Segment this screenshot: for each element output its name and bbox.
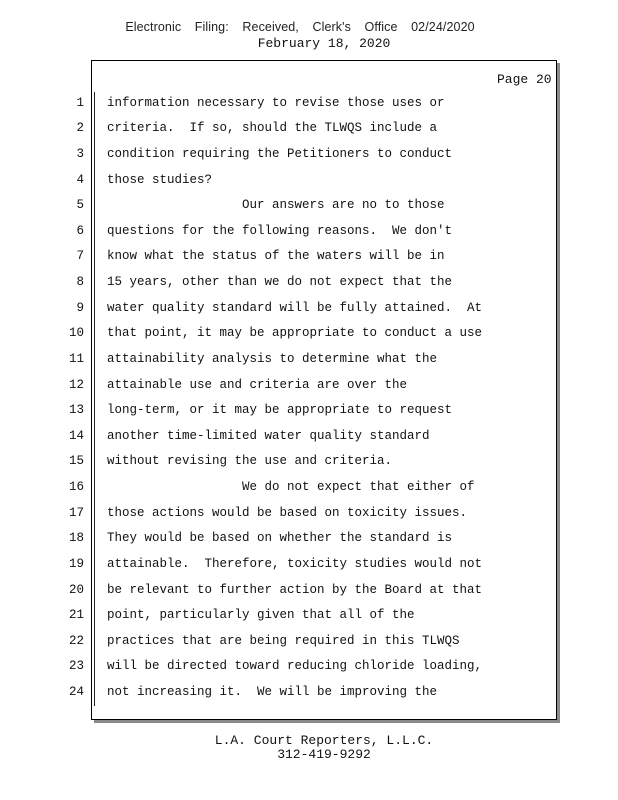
transcript-line: point, particularly given that all of the bbox=[107, 608, 415, 622]
line-number: 17 bbox=[68, 506, 84, 520]
line-number: 24 bbox=[68, 685, 84, 699]
line-number: 7 bbox=[76, 249, 84, 263]
reporter-phone: 312-419-9292 bbox=[277, 747, 371, 762]
margin-rule bbox=[94, 92, 95, 706]
line-number: 13 bbox=[68, 403, 84, 417]
transcript-line: know what the status of the waters will be in bbox=[107, 249, 445, 263]
line-number: 23 bbox=[68, 659, 84, 673]
line-number: 8 bbox=[76, 275, 84, 289]
line-number: 18 bbox=[68, 531, 84, 545]
line-number: 2 bbox=[76, 121, 84, 135]
line-number: 20 bbox=[68, 583, 84, 597]
transcript-line: We do not expect that either of bbox=[107, 480, 475, 494]
line-number: 4 bbox=[76, 173, 84, 187]
transcript-line: water quality standard will be fully attained. At bbox=[107, 301, 483, 315]
line-number: 14 bbox=[68, 429, 84, 443]
transcript-line: attainability analysis to determine what the bbox=[107, 352, 438, 366]
line-number: 11 bbox=[68, 352, 84, 366]
transcript-line: condition requiring the Petitioners to conduct bbox=[107, 147, 453, 161]
line-number: 5 bbox=[76, 198, 84, 212]
transcript-line: criteria. If so, should the TLWQS include a bbox=[107, 121, 438, 135]
line-number: 10 bbox=[68, 326, 84, 340]
transcript-line: attainable use and criteria are over the bbox=[107, 378, 408, 392]
transcript-line: practices that are being required in this TLWQS bbox=[107, 634, 460, 648]
transcript-line: be relevant to further action by the Board at that bbox=[107, 583, 483, 597]
line-number: 3 bbox=[76, 147, 84, 161]
hearing-date: February 18, 2020 bbox=[257, 36, 391, 51]
transcript-line: information necessary to revise those uses or bbox=[107, 96, 445, 110]
line-number: 16 bbox=[68, 480, 84, 494]
line-number: 15 bbox=[68, 454, 84, 468]
filing-stamp: Electronic Filing: Received, Clerk's Office 02/24/2020 bbox=[125, 20, 475, 34]
transcript-line: Our answers are no to those bbox=[107, 198, 445, 212]
transcript-line: attainable. Therefore, toxicity studies would not bbox=[107, 557, 483, 571]
reporter-company: L.A. Court Reporters, L.L.C. bbox=[214, 733, 434, 748]
transcript-line: another time-limited water quality standard bbox=[107, 429, 430, 443]
line-number: 12 bbox=[68, 378, 84, 392]
transcript-line: that point, it may be appropriate to conduct a use bbox=[107, 326, 483, 340]
page-number: Page 20 bbox=[497, 72, 552, 87]
transcript-line: those studies? bbox=[107, 173, 213, 187]
line-number: 22 bbox=[68, 634, 84, 648]
transcript-line: long-term, or it may be appropriate to request bbox=[107, 403, 453, 417]
line-number: 21 bbox=[68, 608, 84, 622]
line-number: 6 bbox=[76, 224, 84, 238]
transcript-line: They would be based on whether the standard is bbox=[107, 531, 453, 545]
transcript-line: 15 years, other than we do not expect that the bbox=[107, 275, 453, 289]
transcript-line: those actions would be based on toxicity issues. bbox=[107, 506, 468, 520]
transcript-line: questions for the following reasons. We don't bbox=[107, 224, 453, 238]
line-number: 19 bbox=[68, 557, 84, 571]
transcript-line: without revising the use and criteria. bbox=[107, 454, 393, 468]
line-number: 1 bbox=[76, 96, 84, 110]
transcript-line: not increasing it. We will be improving the bbox=[107, 685, 438, 699]
line-number: 9 bbox=[76, 301, 84, 315]
transcript-line: will be directed toward reducing chloride loading, bbox=[107, 659, 483, 673]
